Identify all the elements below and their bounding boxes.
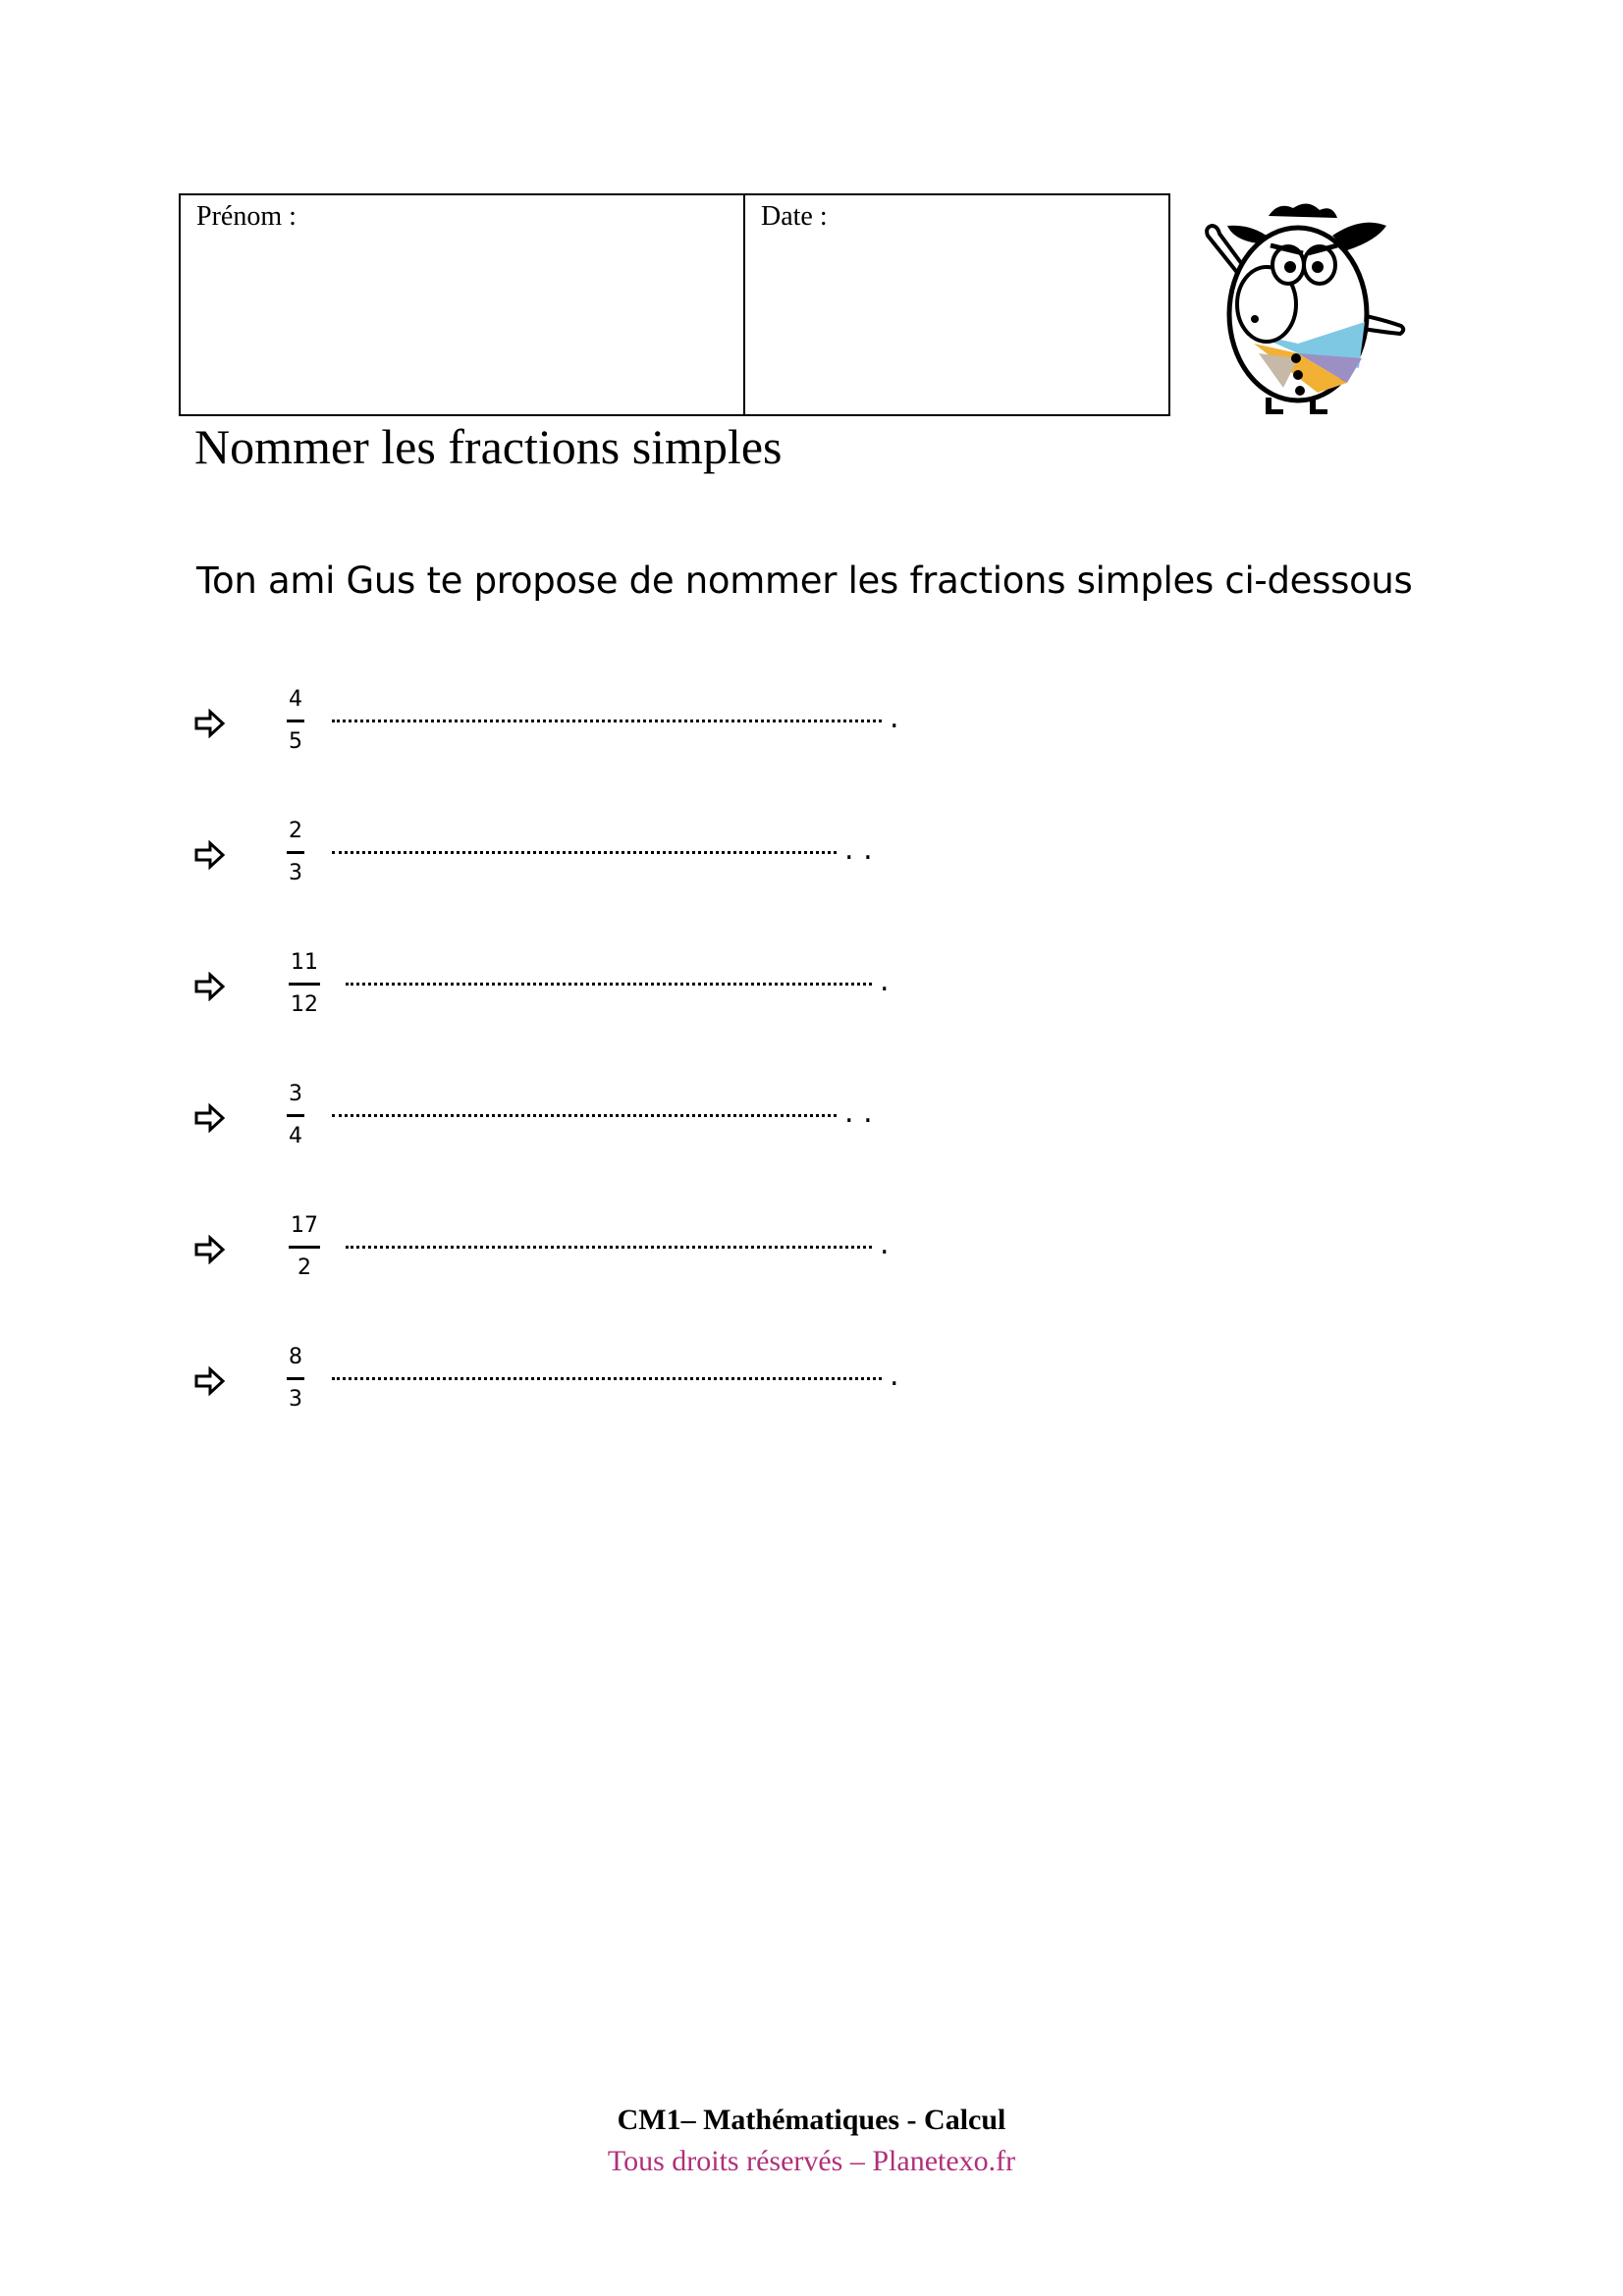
exercise-row — [194, 816, 921, 894]
answer-line[interactable] — [332, 1114, 837, 1117]
right-arrow-icon — [194, 1103, 226, 1133]
fraction-denominator: 2 — [298, 1255, 311, 1280]
footer-title: CM1– Mathématiques - Calcul — [617, 2104, 1006, 2136]
answer-line[interactable] — [332, 851, 837, 854]
fraction — [287, 816, 304, 889]
date-field[interactable] — [745, 195, 1168, 414]
right-arrow-icon — [194, 840, 226, 870]
fraction — [287, 684, 304, 758]
fraction-denominator: 4 — [289, 1124, 302, 1148]
fraction-bar — [289, 1246, 320, 1249]
fraction-numerator: 3 — [289, 1082, 302, 1106]
answer-line[interactable] — [346, 983, 872, 986]
answer-line[interactable] — [332, 1377, 882, 1380]
answer-line[interactable] — [332, 720, 882, 722]
fraction-denominator: 5 — [289, 729, 302, 754]
instruction-text: Ton ami Gus te propose de nommer les fractions simples ci-dessous — [196, 560, 1413, 602]
right-arrow-icon — [194, 972, 226, 1001]
end-dots: . — [880, 1227, 890, 1261]
fraction-bar — [287, 720, 304, 722]
fraction-bar — [287, 1114, 304, 1117]
prenom-label: Prénom : — [196, 201, 297, 232]
fraction-numerator: 8 — [289, 1345, 302, 1369]
exercise-row — [194, 1210, 921, 1289]
exercise-row — [194, 1079, 921, 1157]
sheep-mascot-icon — [1200, 196, 1408, 414]
fraction — [287, 1342, 304, 1415]
footer-copyright[interactable]: Tous droits réservés – Planetexo.fr — [607, 2145, 1016, 2177]
page-title: Nommer les fractions simples — [194, 419, 783, 474]
fraction-numerator: 11 — [291, 950, 318, 975]
fraction-denominator: 3 — [289, 861, 302, 885]
end-dots: . . — [844, 832, 873, 867]
end-dots: . — [880, 964, 890, 998]
end-dots: . . — [844, 1095, 873, 1130]
fraction — [289, 1210, 320, 1284]
exercise-row — [194, 947, 921, 1026]
fraction-bar — [289, 983, 320, 986]
fraction-numerator: 2 — [289, 819, 302, 843]
fraction-denominator: 3 — [289, 1387, 302, 1412]
answer-line[interactable] — [346, 1246, 872, 1249]
fraction-numerator: 17 — [291, 1213, 318, 1238]
fraction — [287, 1079, 304, 1152]
fraction-bar — [287, 851, 304, 854]
fraction — [289, 947, 320, 1021]
fraction-denominator: 12 — [291, 992, 318, 1017]
exercise-row — [194, 1342, 921, 1420]
end-dots: . — [890, 1359, 899, 1393]
exercise-row — [194, 684, 921, 763]
end-dots: . — [890, 701, 899, 735]
fraction-numerator: 4 — [289, 687, 302, 712]
prenom-field[interactable] — [181, 195, 745, 414]
right-arrow-icon — [194, 1235, 226, 1264]
date-label: Date : — [761, 201, 828, 232]
right-arrow-icon — [194, 1366, 226, 1396]
identity-table — [179, 193, 1170, 416]
right-arrow-icon — [194, 709, 226, 738]
fraction-bar — [287, 1377, 304, 1380]
